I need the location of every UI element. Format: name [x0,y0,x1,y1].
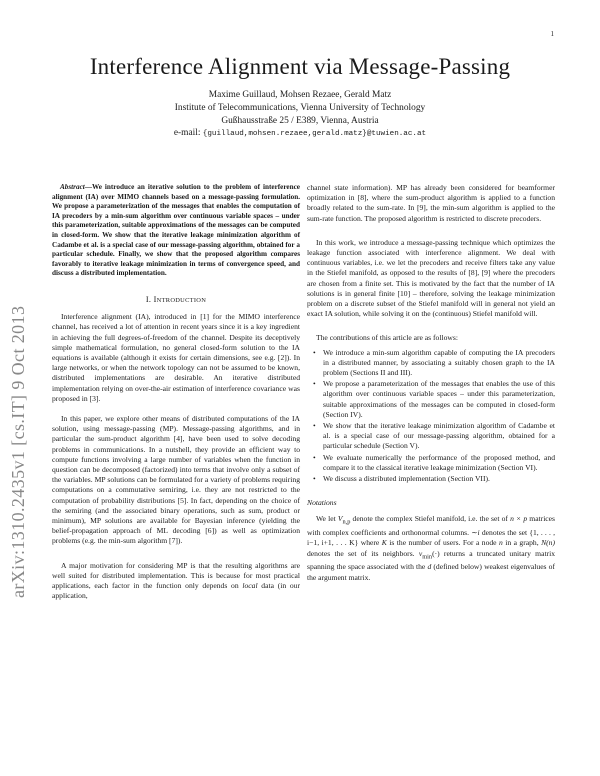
paper-title: Interference Alignment via Message-Passing [89,54,511,79]
left-column [52,183,300,611]
bullet-icon: • [313,474,316,484]
author-block [60,89,540,141]
math-nu-sub: min [422,553,433,561]
notation-text: matrices with complex coefficients and orthonormal columns. [307,514,556,538]
notation-text: denote the complex Stiefel manifold, i.e. the set of [350,514,511,524]
paragraph-tail: data (in our application, [52,581,300,601]
math-neighbors: N(n) [541,538,555,548]
paragraph-text: A major motivation for considering MP is that the resulting algorithms are well suited for distributed implementation. This is because for most practical applications, each factor in the function only depends on [52,560,300,591]
emphasis-local: local [242,581,258,591]
email-row [60,127,540,141]
notation-text: denotes the set {1, . . . , i−1, i+1, . . . K} where [307,528,555,548]
notation-text: is the number of users. For a node [386,538,499,548]
section-first-letter: I [153,294,157,304]
math-nxp: n × p [510,514,528,524]
math-n: n [498,538,503,548]
paragraph: In this paper, we explore other means of distributed computations of the IA solution, using message-passing (MP). Message-passing algorithms, and in particular the sum-product algorithm [4], have been used to solve decoding problems in communications. In a nutshell, they provide an efficient way to compute functions involving a large number of variables when the function in question can be decomposed (factorized) into terms that involve only a subset of the variables. MP solutions can be formulated for a variety of problems requiring computations on a commutative semiring, i.e. they are not restricted to the computation of probability distributions [5]. In fact, depending on the choice of the semiring (and the associated binary operations, such as sum, product or minimum), MP solutions are available for Bayesian inference (yielding the belief-propagation approach of ML decoding [6]) as well as optimization problems (e.g. the min-sum algorithm [7]). [52,413,300,546]
arxiv-stamp: arXiv:1310.2435v1 [cs.IT] 9 Oct 2013 [8,305,28,598]
math-v: V [337,514,343,524]
page-number: 1 [550,30,554,38]
list-item-text: We evaluate numerically the performance of the proposed method, and compare it to the classical iterative leakage minimization (Section VI). [323,452,555,472]
math-v-sub: n,p [342,519,351,526]
abstract-text: —We introduce an iterative solution to the problem of interference alignment (IA) over MIMO channels based on a message-passing formulation. We propose a parameterization of the messages that enables the computation of IA precoders by a min-sum algorithm over continuous variable spaces – under this parameterization, suitable approximations of the messages can be computed in closed-form. We show that the iterative leakage minimization algorithm of Cadambe et al. is a special case of our message-passing algorithm, obtained for a particular schedule. Finally, we show that the proposed algorithm compares favorably to iterative leakage minimization in terms of convergence speed, and discuss a distributed implementation. [52,183,300,278]
address: Gußhausstraße 25 / E389, Vienna, Austria [221,115,379,126]
contributions-list [307,348,555,485]
section-numeral: I. [145,294,154,304]
list-item-text: We propose a parameterization of the messages that enables the use of this algorithm over continuous variable spaces – under this parameterization, suitable approximations of the messages can be computed in closed-form (Section IV). [323,379,555,419]
email-address[interactable]: {guillaud,mohsen.rezaee,gerald.matz}@tuwien.ac.at [202,130,427,139]
abstract-lead: Abstract [60,183,85,191]
abstract [52,183,300,279]
contributions-intro: The contributions of this article are as follows: [316,333,458,343]
bullet-icon: • [313,421,316,431]
paragraph: Interference alignment (IA), introduced in [1] for the MIMO interference channel, has received a lot of attention in recent years since it is a key ingredient in achieving the full degrees-of-freedom of the channel. Despite its deceptively simple mathematical formulation, no general closed-form solution to the IA equations is available (although it exists for certain dimensions, see e.g. [2]). In large networks, or when the network topology can not be assumed to be known, distributed implementations are desirable. An iterative distributed implementation relying on over-the-air estimation of interference covariance was proposed in [3]. [52,312,300,403]
author-names: Maxime Guillaud, Mohsen Rezaee, Gerald Matz [208,90,392,100]
paragraph [52,561,300,602]
paragraph: channel state information). MP has already been considered for beamformer optimization in [8], where the sum-product algorithm is applied to a function broadly related to the sum-rate. In [9], the min-sum algorithm is applied to the sum-rate function. The proposed algorithm is restricted to discrete precoders. [307,183,555,223]
list-item-text: We discuss a distributed implementation (Section VII). [323,474,490,484]
list-item [313,452,555,473]
affiliation: Institute of Telecommunications, Vienna University of Technology [174,102,426,113]
notation-text: We let [316,514,338,524]
bullet-icon: • [313,347,316,357]
notations-paragraph [307,514,555,582]
bullet-icon: • [313,379,316,389]
list-item [313,474,555,484]
list-item-text: We show that the iterative leakage minimization algorithm of Cadambe et al. is a special case of our message-passing algorithm, obtained for a particular schedule (Section V). [323,421,555,451]
email-label: e-mail: [173,128,201,139]
bullet-icon: • [313,452,316,462]
notation-text: denotes the set of its neighbors. [307,548,419,558]
math-d: d [427,562,432,572]
section-rest: NTRODUCTION [156,296,207,304]
math-nu: ν [418,548,423,558]
list-item-text: We introduce a min-sum algorithm capable of computing the IA precoders in a distributed manner, by associating a suitably chosen graph to the IA problem (Sections II and III). [323,347,555,378]
notation-text: (defined below) weakest eigenvalues of the argument matrix. [307,562,555,582]
paragraph: In this work, we introduce a message-passing technique which optimizes the leakage function associated with interference alignment. We deal with continuous variables, i.e. we let the precoders and receive filters take any value in the Stiefel manifold, as opposed to the results of [8], [9] where the precoders are chosen from a finite set. This is motivated by the fact that the number of IA solutions is in general finite [10] – therefore, solving the leakage minimization problem on a discrete subset of the Stiefel manifold will in general not yield an exact IA solution, while solving it on the (continuous) Stiefel manifold will. [307,237,555,319]
notation-text: in a graph, [502,538,542,548]
notation-text: (·) returns a truncated unitary matrix spanning the space associated with the [307,548,555,572]
math-tilde-i: ∼i [471,528,480,538]
math-k: K [381,538,387,548]
list-item [313,347,555,379]
section-heading-introduction [52,295,300,306]
list-item [313,421,555,452]
list-item [313,379,555,420]
right-column [307,183,555,593]
notations-heading: Notations [307,498,337,508]
